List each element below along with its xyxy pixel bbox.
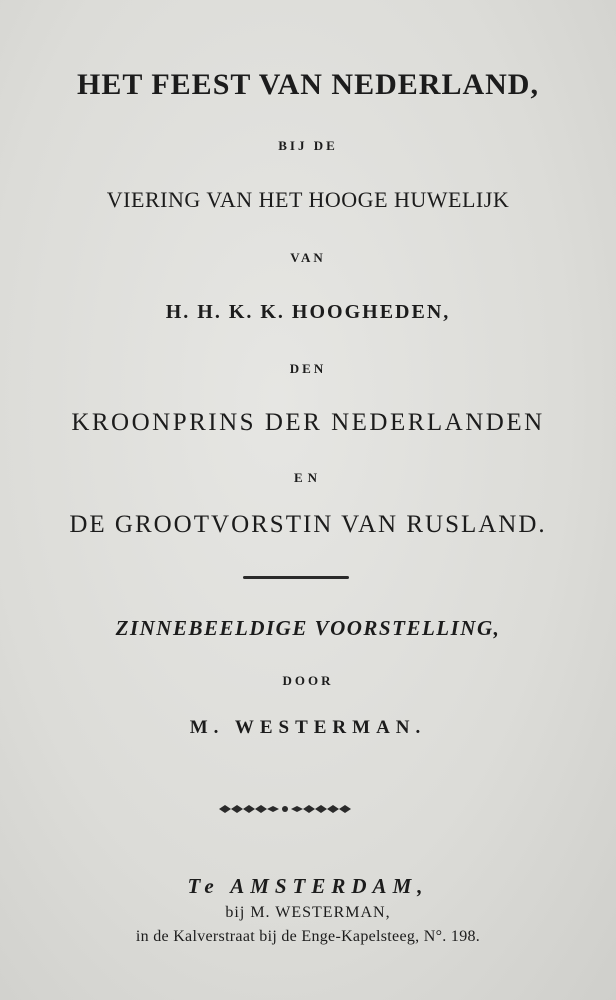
grand-duchess-line: DE GROOTVORSTIN VAN RUSLAND. [69,511,547,538]
imprint-publisher: bij M. WESTERMAN, [225,904,391,921]
den-line: DEN [289,361,327,376]
door-line: DOOR [282,673,334,688]
ornament-divider [217,800,353,818]
en-line: EN [293,470,323,485]
main-title: HET FEEST VAN NEDERLAND, [77,68,539,101]
imprint-city: Te AMSTERDAM, [187,874,429,898]
highnesses-line: H. H. K. K. HOOGHEDEN, [165,301,451,323]
occasion-line: VIERING VAN HET HOOGE HUWELIJK [106,187,510,212]
divider-rule [243,576,349,579]
bij-de-line: BIJ DE [278,138,338,153]
imprint-address: in de Kalverstraat bij de Enge-Kapelsteeg, N°. 198. [135,928,481,945]
subtitle-line: ZINNEBEELDIGE VOORSTELLING, [115,616,501,640]
author-line: M. WESTERMAN. [189,717,427,738]
crown-prince-line: KROONPRINS DER NEDERLANDEN [71,409,545,436]
van-line: VAN [290,250,326,265]
